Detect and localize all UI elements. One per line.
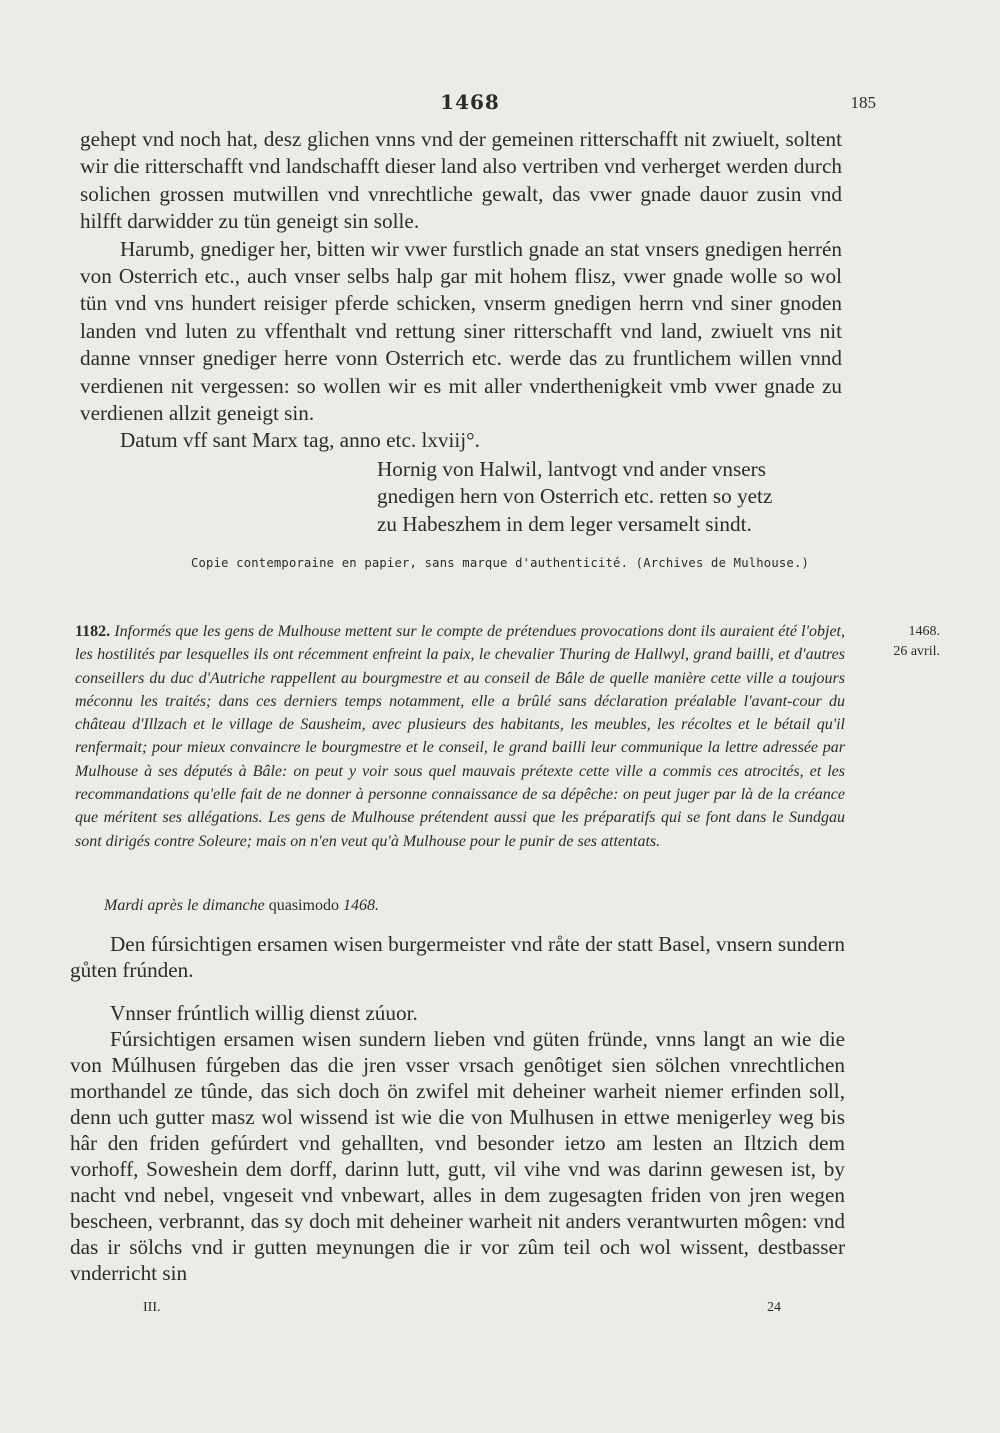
regest-date-italic: Mardi après le dimanche — [104, 897, 265, 914]
signature-line-1: Hornig von Halwil, lantvogt vnd ander vnsers — [377, 457, 766, 481]
regest-date — [104, 897, 379, 915]
letter-1-dateline: Datum vff sant Marx tag, anno etc. lxviij°. — [120, 428, 480, 453]
margin-date — [860, 622, 940, 662]
volume-signature: III. — [143, 1300, 161, 1315]
signature-line-3: zu Habeszhem in dem leger versamelt sindt. — [377, 511, 752, 536]
regest-date-year: 1468. — [342, 897, 379, 914]
margin-date-day: 26 avril. — [893, 644, 940, 659]
margin-date-year: 1468. — [908, 624, 940, 639]
regest-text: Informés que les gens de Mulhouse mettent sur le compte de prétendues provocations dont ils auraient été l'objet, les hostilités par lesquelles ils ont récemment enfreint la paix, le chevalier Thuring de Hallwyl, grand bailli, et d'autres conseillers du duc d'Autriche rappellent au bourgmestre et au conseil de Bâle de quelle manière cette ville a toujours méconnu les traités; dans ces derniers temps notamment, elle a brûlé sans déclaration préalable l'avant-cour du château d'Illzach et le village de Sausheim, avec plusieurs des habitants, les meubles, les récoltes et le bétail qu'il renfermait; pour mieux convaincre le bourgmestre et le conseil, le grand bailli leur communique la lettre adressée par Mulhouse à ses députés à Bâle: on peut y voir sous quel mauvais prétexte cette ville a commis ces atrocités, et les recommandations qu'elle fait de ne donner à personne connaissance de sa dépêche: on peut juger par là de la créance que méritent ses allégations. Les gens de Mulhouse prétendent aussi que les préparatifs qui se font dans le Sundgau sont dirigés contre Soleure; mais on n'en veut qu'à Mulhouse pour le punir de ses attentats. — [75, 623, 846, 850]
signature-line-2: gnedigen hern von Osterrich etc. retten so yetz — [377, 484, 773, 509]
letter-2-greeting: Vnnser frúntlich willig dienst zúuor. — [110, 1001, 418, 1025]
letter-2-address: Den fúrsichtigen ersamen wisen burgermeister vnd råte der statt Basel, vnsern sundern gůten frúnden. — [70, 932, 845, 982]
letter-1-paragraph-2: Harumb, gnediger her, bitten wir vwer furstlich gnade an stat vnsers gnedigen herrén von Osterrich etc., auch vnser selbs halp gar mit hohem flisz, vwer gnade wolle so wol tün vnd vns hundert reisiger pferde schicken, vnserm gnedigen herrn vnd siner gnoden landen vnd luten zu vffenthalt vnd rettung siner ritterschafft vnd land, zwiuelt vns nit danne vnnser gnediger herre vonn Osterrich etc. werde das zu fruntlichem willen vnnd verdienen nit vergessen: so wollen wir es mit aller vnderthenigkeit vmb vwer gnade zu verdienen allzit geneigt sin. — [80, 236, 842, 426]
letter-2-body: Fúrsichtigen ersamen wisen sundern lieben vnd güten fründe, vnns langt an wie die von Múlhusen fúrgeben das die jren vsser vrsach genôtiget sien sölchen vnrechtlichen morthandel ze tûnde, das sich doch ön zwifel mit deheiner warheit niemer erfinden soll, denn uch gutter masz wol wissend ist wie die von Mulhusen in ettwe menigerley weg bis hâr den friden gefúrdert vnd gehallten, vnd besonder ietzo am lesten an Iltzich dem vorhoff, Soweshein dem dorff, darinn lutt, gutt, vil vihe vnd was darinn gewesen ist, by nacht vnd nebel, vngeseit vnd vnbewart, alles in dem zugesagten friden von jren wegen bescheen, verbrannt, das sy doch mit deheiner warheit nit anders verantwurten môgen: vnd das ir sölchs vnd ir gutten meynungen die ir vor zûm teil och wol wissent, destbasser vnderricht sin — [70, 1027, 845, 1285]
regest — [75, 620, 845, 853]
letter-1-signature — [377, 456, 847, 538]
letter-1 — [80, 126, 842, 455]
letter-1-paragraph-1: gehept vnd noch hat, desz glichen vnns vnd der gemeinen ritterschafft nit zwiuelt, soltent wir die ritterschafft vnd landschafft dieser land also vertriben vnd verherget werden durch solichen grossen mutwillen vnd vnrechtliche gewalt, das vwer gnade dauor zusin vnd hilfft darwidder zu tün geneigt sin solle. — [80, 127, 842, 234]
source-note: Copie contemporaine en papier, sans marque d'authenticité. (Archives de Mulhouse.) — [190, 556, 810, 570]
regest-number: 1182. — [75, 623, 111, 640]
page-number: 185 — [850, 93, 876, 112]
regest-date-feast: quasimodo — [268, 897, 339, 914]
running-head-year: 1468 — [440, 90, 500, 114]
sheet-signature: 24 — [767, 1300, 781, 1315]
